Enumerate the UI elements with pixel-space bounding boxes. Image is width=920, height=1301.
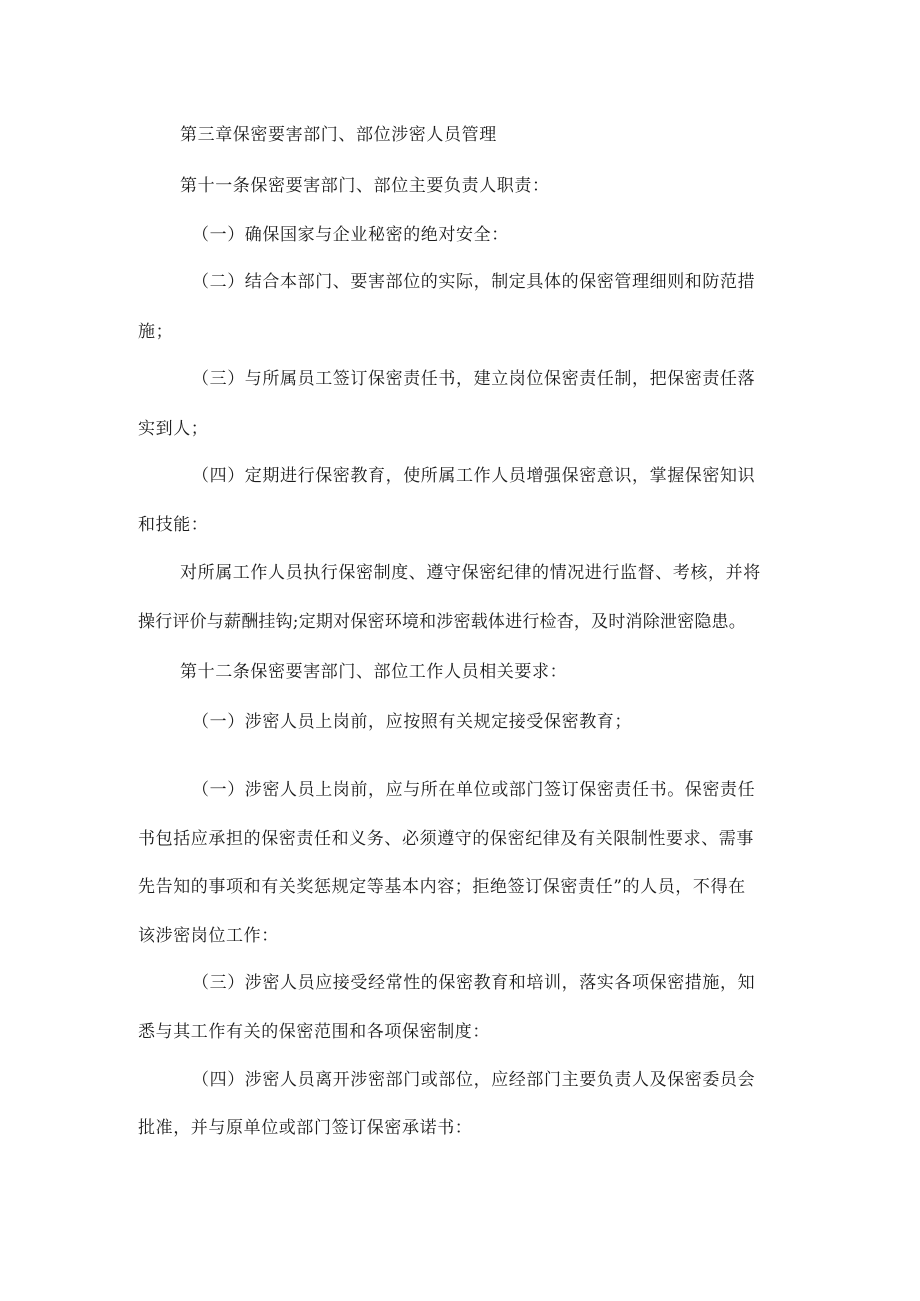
article-11-item-2-line-2: 施；: [138, 322, 174, 342]
article-12-item-3-line-2: 悉与其工作有关的保密范围和各项保密制度：: [138, 1022, 490, 1042]
article-12-item-1: （一）涉密人员上岗前，应按照有关规定接受保密教育；: [192, 712, 632, 732]
article-11-item-2-line-1: （二）结合本部门、要害部位的实际，制定具体的保密管理细则和防范措: [192, 272, 756, 292]
article-12-item-4-line-2: 批准，并与原单位或部门签订保密承诺书：: [138, 1118, 473, 1138]
article-11-heading: 第十一条保密要害部门、部位主要负责人职责：: [180, 176, 550, 196]
article-11-item-4-line-2: 和技能：: [138, 515, 209, 535]
article-12-item-2-line-4: 该涉密岗位工作：: [138, 926, 279, 946]
article-12-item-2-line-3: 先告知的事项和有关奖惩规定等基本内容；拒绝签订保密责任”的人员，不得在: [138, 877, 746, 897]
article-11-item-1: （一）确保国家与企业秘密的绝对安全：: [192, 225, 509, 245]
article-11-item-3-line-1: （三）与所属员工签订保密责任书，建立岗位保密责任制，把保密责任落: [192, 369, 756, 389]
article-11-item-4-line-1: （四）定期进行保密教育，使所属工作人员增强保密意识，掌握保密知识: [192, 466, 756, 486]
article-12-heading: 第十二条保密要害部门、部位工作人员相关要求：: [180, 662, 568, 682]
article-12-item-2-line-1: （一）涉密人员上岗前，应与所在单位或部门签订保密责任书。保密责任: [192, 780, 756, 800]
article-12-item-2-line-2: 书包括应承担的保密责任和义务、必须遵守的保密纪律及有关限制性要求、需事: [138, 829, 754, 849]
supervision-line-2: 操行评价与薪酬挂钩;定期对保密环境和涉密载体进行检杳，及时消除泄密隐患。: [138, 612, 746, 632]
article-12-item-3-line-1: （三）涉密人员应接受经常性的保密教育和培训，落实各项保密措施，知: [192, 973, 756, 993]
supervision-line-1: 对所属工作人员执行保密制度、遵守保密纪律的情况进行监督、考核，并将: [180, 563, 761, 583]
chapter-title: 第三章保密要害部门、部位涉密人员管理: [180, 125, 497, 145]
article-12-item-4-line-1: （四）涉密人员离开涉密部门或部位，应经部门主要负责人及保密委员会: [192, 1070, 756, 1090]
article-11-item-3-line-2: 实到人；: [138, 419, 209, 439]
